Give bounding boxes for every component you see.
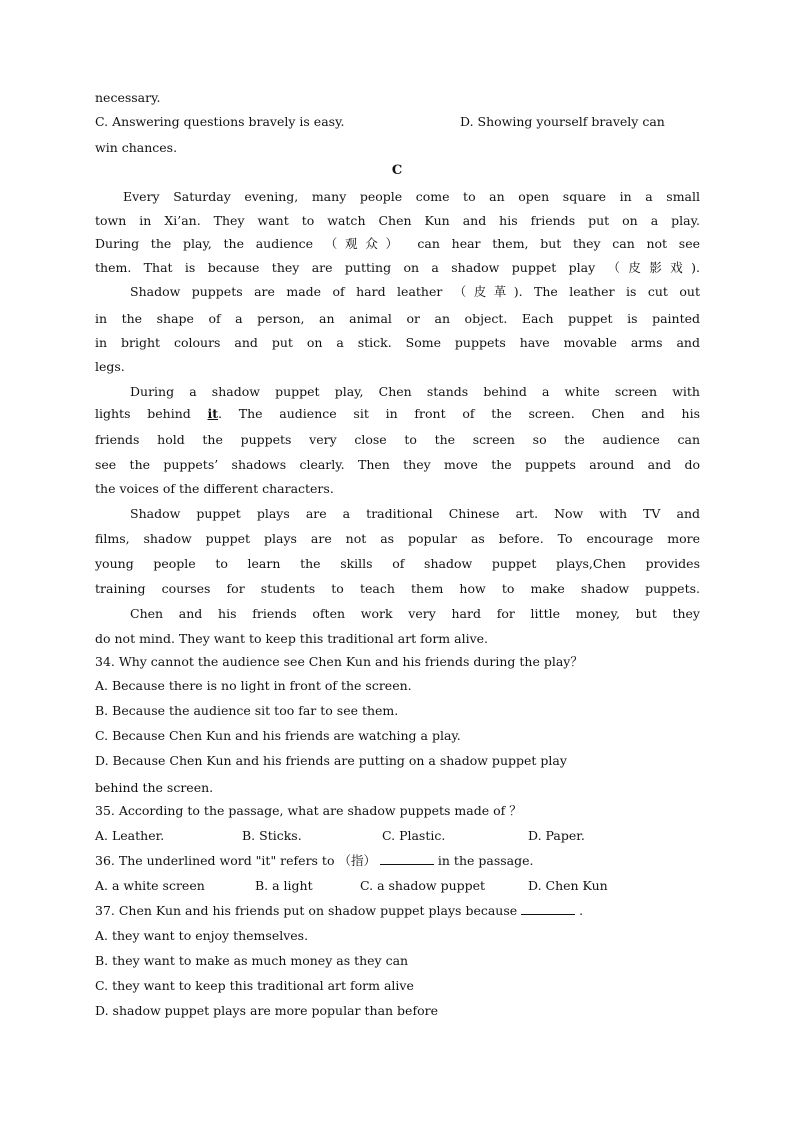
prev-option-d-cont: win chances. — [95, 140, 178, 155]
question-34: 34. Why cannot the audience see Chen Kun and his friends during the play？ — [95, 654, 583, 669]
question-text: 36. The underlined word "it" refers to （指） — [95, 853, 380, 868]
question-36 — [95, 853, 700, 869]
underlined-word: it — [207, 406, 219, 421]
answer-blank — [521, 904, 575, 915]
q35-option-b: B. Sticks. — [242, 828, 302, 843]
passage-line: Every Saturday evening, many people come to an open square in a small — [123, 189, 700, 204]
q34-option-a: A. Because there is no light in front of the screen. — [95, 678, 412, 693]
passage-line: training courses for students to teach them how to make shadow puppets. — [95, 581, 700, 596]
passage-line: Chen and his friends often work very hard for little money, but they — [130, 606, 700, 621]
q34-option-d-cont: behind the screen. — [95, 780, 214, 795]
q37-option-d: D. shadow puppet plays are more popular than before — [95, 1003, 438, 1018]
passage-line: During a shadow puppet play, Chen stands behind a white screen with — [130, 384, 700, 399]
passage-line: do not mind. They want to keep this traditional art form alive. — [95, 631, 488, 646]
passage-line: friends hold the puppets very close to the screen so the audience can — [95, 432, 700, 447]
q35-option-d: D. Paper. — [528, 828, 585, 843]
passage-text: . The audience sit in front of the screen. Chen and his — [218, 406, 700, 421]
passage-text: lights behind — [95, 406, 208, 421]
q36-option-c: C. a shadow puppet — [360, 878, 486, 893]
passage-line: Shadow puppet plays are a traditional Chinese art. Now with TV and — [130, 506, 700, 521]
q36-option-d: D. Chen Kun — [528, 878, 608, 893]
question-37 — [95, 903, 700, 919]
question-text: in the passage. — [433, 853, 534, 868]
passage-line: films, shadow puppet plays are not as popular as before. To encourage more — [95, 531, 700, 546]
passage-line: see the puppets’ shadows clearly. Then they move the puppets around and do — [95, 457, 700, 472]
prev-option-d: D. Showing yourself bravely can — [460, 114, 665, 129]
passage-line-with-underline — [95, 406, 700, 422]
section-title: C — [391, 163, 403, 178]
q34-option-b: B. Because the audience sit too far to see them. — [95, 703, 399, 718]
q35-option-a: A. Leather. — [95, 828, 165, 843]
passage-line: the voices of the different characters. — [95, 481, 334, 496]
answer-blank — [380, 854, 434, 865]
q34-option-d: D. Because Chen Kun and his friends are putting on a shadow puppet play — [95, 753, 567, 768]
passage-line: them. That is because they are putting on a shadow puppet play （皮影戏). — [95, 260, 700, 275]
q37-option-c: C. they want to keep this traditional art form alive — [95, 978, 414, 993]
passage-line: town in Xi’an. They want to watch Chen Kun and his friends put on a play. — [95, 213, 700, 228]
q36-option-b: B. a light — [255, 878, 313, 893]
passage-line: in the shape of a person, an animal or an object. Each puppet is painted — [95, 311, 700, 326]
passage-line: Shadow puppets are made of hard leather （皮革). The leather is cut out — [130, 284, 700, 299]
q34-option-c: C. Because Chen Kun and his friends are watching a play. — [95, 728, 461, 743]
question-35: 35. According to the passage, what are shadow puppets made of ？ — [95, 803, 522, 818]
passage-line: young people to learn the skills of shadow puppet plays,Chen provides — [95, 556, 700, 571]
q35-option-c: C. Plastic. — [382, 828, 446, 843]
question-text: . — [575, 903, 584, 918]
q37-option-a: A. they want to enjoy themselves. — [95, 928, 309, 943]
passage-line: legs. — [95, 359, 125, 374]
prev-option-c: C. Answering questions bravely is easy. — [95, 114, 345, 129]
prev-question-tail: necessary. — [95, 90, 161, 105]
q37-option-b: B. they want to make as much money as they can — [95, 953, 409, 968]
question-text: 37. Chen Kun and his friends put on shadow puppet plays because — [95, 903, 522, 918]
q36-option-a: A. a white screen — [95, 878, 205, 893]
passage-line: in bright colours and put on a stick. Some puppets have movable arms and — [95, 335, 700, 350]
passage-line: During the play, the audience （观众） can hear them, but they can not see — [95, 236, 700, 251]
